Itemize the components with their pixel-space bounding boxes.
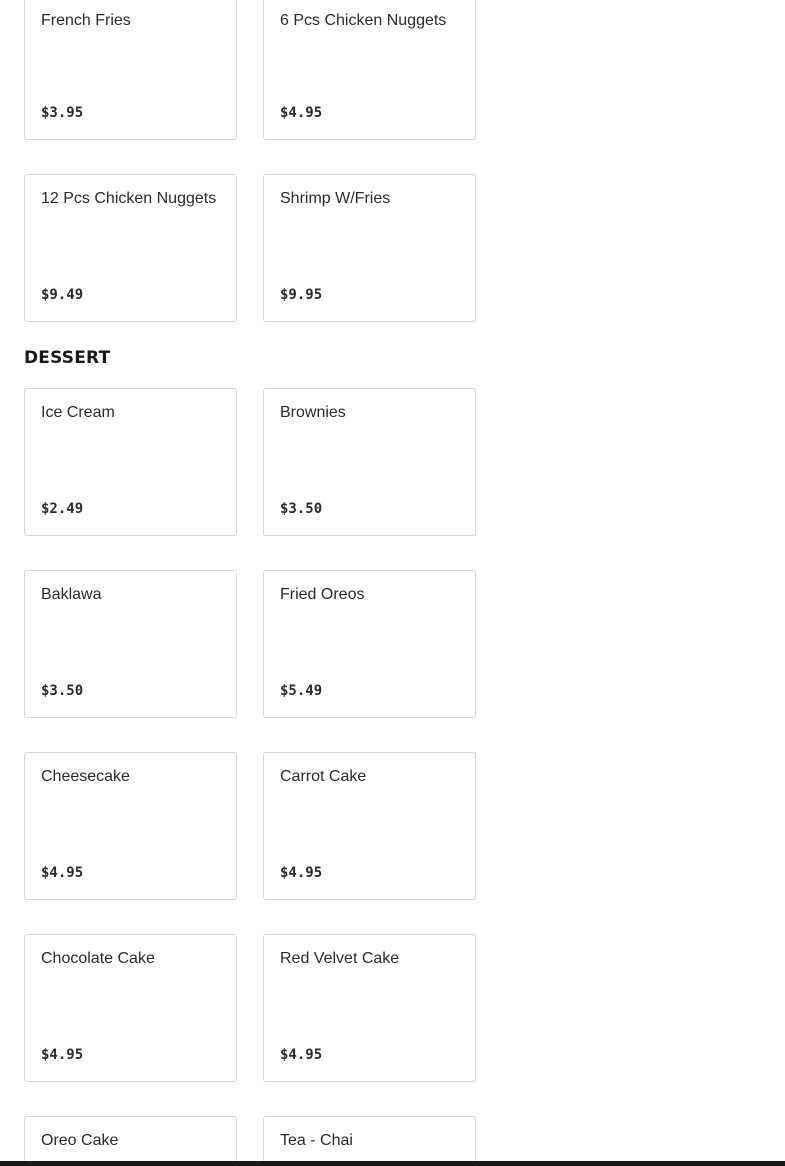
menu-item-card[interactable] [24,1116,237,1166]
menu-item-card[interactable] [263,388,476,536]
menu-item-card[interactable] [24,934,237,1082]
menu-item-name: Baklawa [41,586,102,603]
menu-item-price: $4.95 [280,105,323,121]
menu-item-name: Brownies [280,404,346,421]
menu-item-price: $9.95 [280,287,323,303]
menu-item-card[interactable] [263,174,476,322]
menu-item-name: Cheesecake [41,768,130,785]
menu-item-name: 6 Pcs Chicken Nuggets [280,12,447,29]
menu-item-price: $4.95 [41,1047,84,1063]
menu-item-price: $9.49 [41,287,84,303]
menu-item-price: $5.49 [280,683,323,699]
menu-item-card[interactable] [24,0,237,140]
menu-item-price: $3.50 [280,501,323,517]
menu-item-name: Red Velvet Cake [280,950,400,967]
menu-item-price: $4.95 [280,1047,323,1063]
menu-item-name: Oreo Cake [41,1132,119,1149]
menu-item-name: 12 Pcs Chicken Nuggets [41,190,217,207]
menu-item-price: $4.95 [280,865,323,881]
menu-item-price: $4.95 [41,865,84,881]
menu-item-price: $3.95 [41,105,84,121]
bottom-bar [0,1161,785,1166]
menu-item-card[interactable] [263,934,476,1082]
menu-item-price: $3.50 [41,683,84,699]
menu-item-name: Chocolate Cake [41,950,155,967]
menu-item-card[interactable] [263,0,476,140]
menu-item-name: Fried Oreos [280,586,365,603]
menu-item-name: Shrimp W/Fries [280,190,391,207]
menu-item-name: Ice Cream [41,404,115,421]
menu-item-card[interactable] [24,174,237,322]
menu-item-card[interactable] [263,752,476,900]
menu-item-card[interactable] [24,752,237,900]
menu-item-card[interactable] [263,570,476,718]
menu-item-card[interactable] [24,388,237,536]
menu-item-name: French Fries [41,12,131,29]
menu-item-name: Tea - Chai [280,1132,353,1149]
menu-item-card[interactable] [263,1116,476,1166]
menu-item-name: Carrot Cake [280,768,367,785]
section-title-dessert: DESSERT [24,348,111,368]
menu-item-price: $2.49 [41,501,84,517]
menu-item-card[interactable] [24,570,237,718]
